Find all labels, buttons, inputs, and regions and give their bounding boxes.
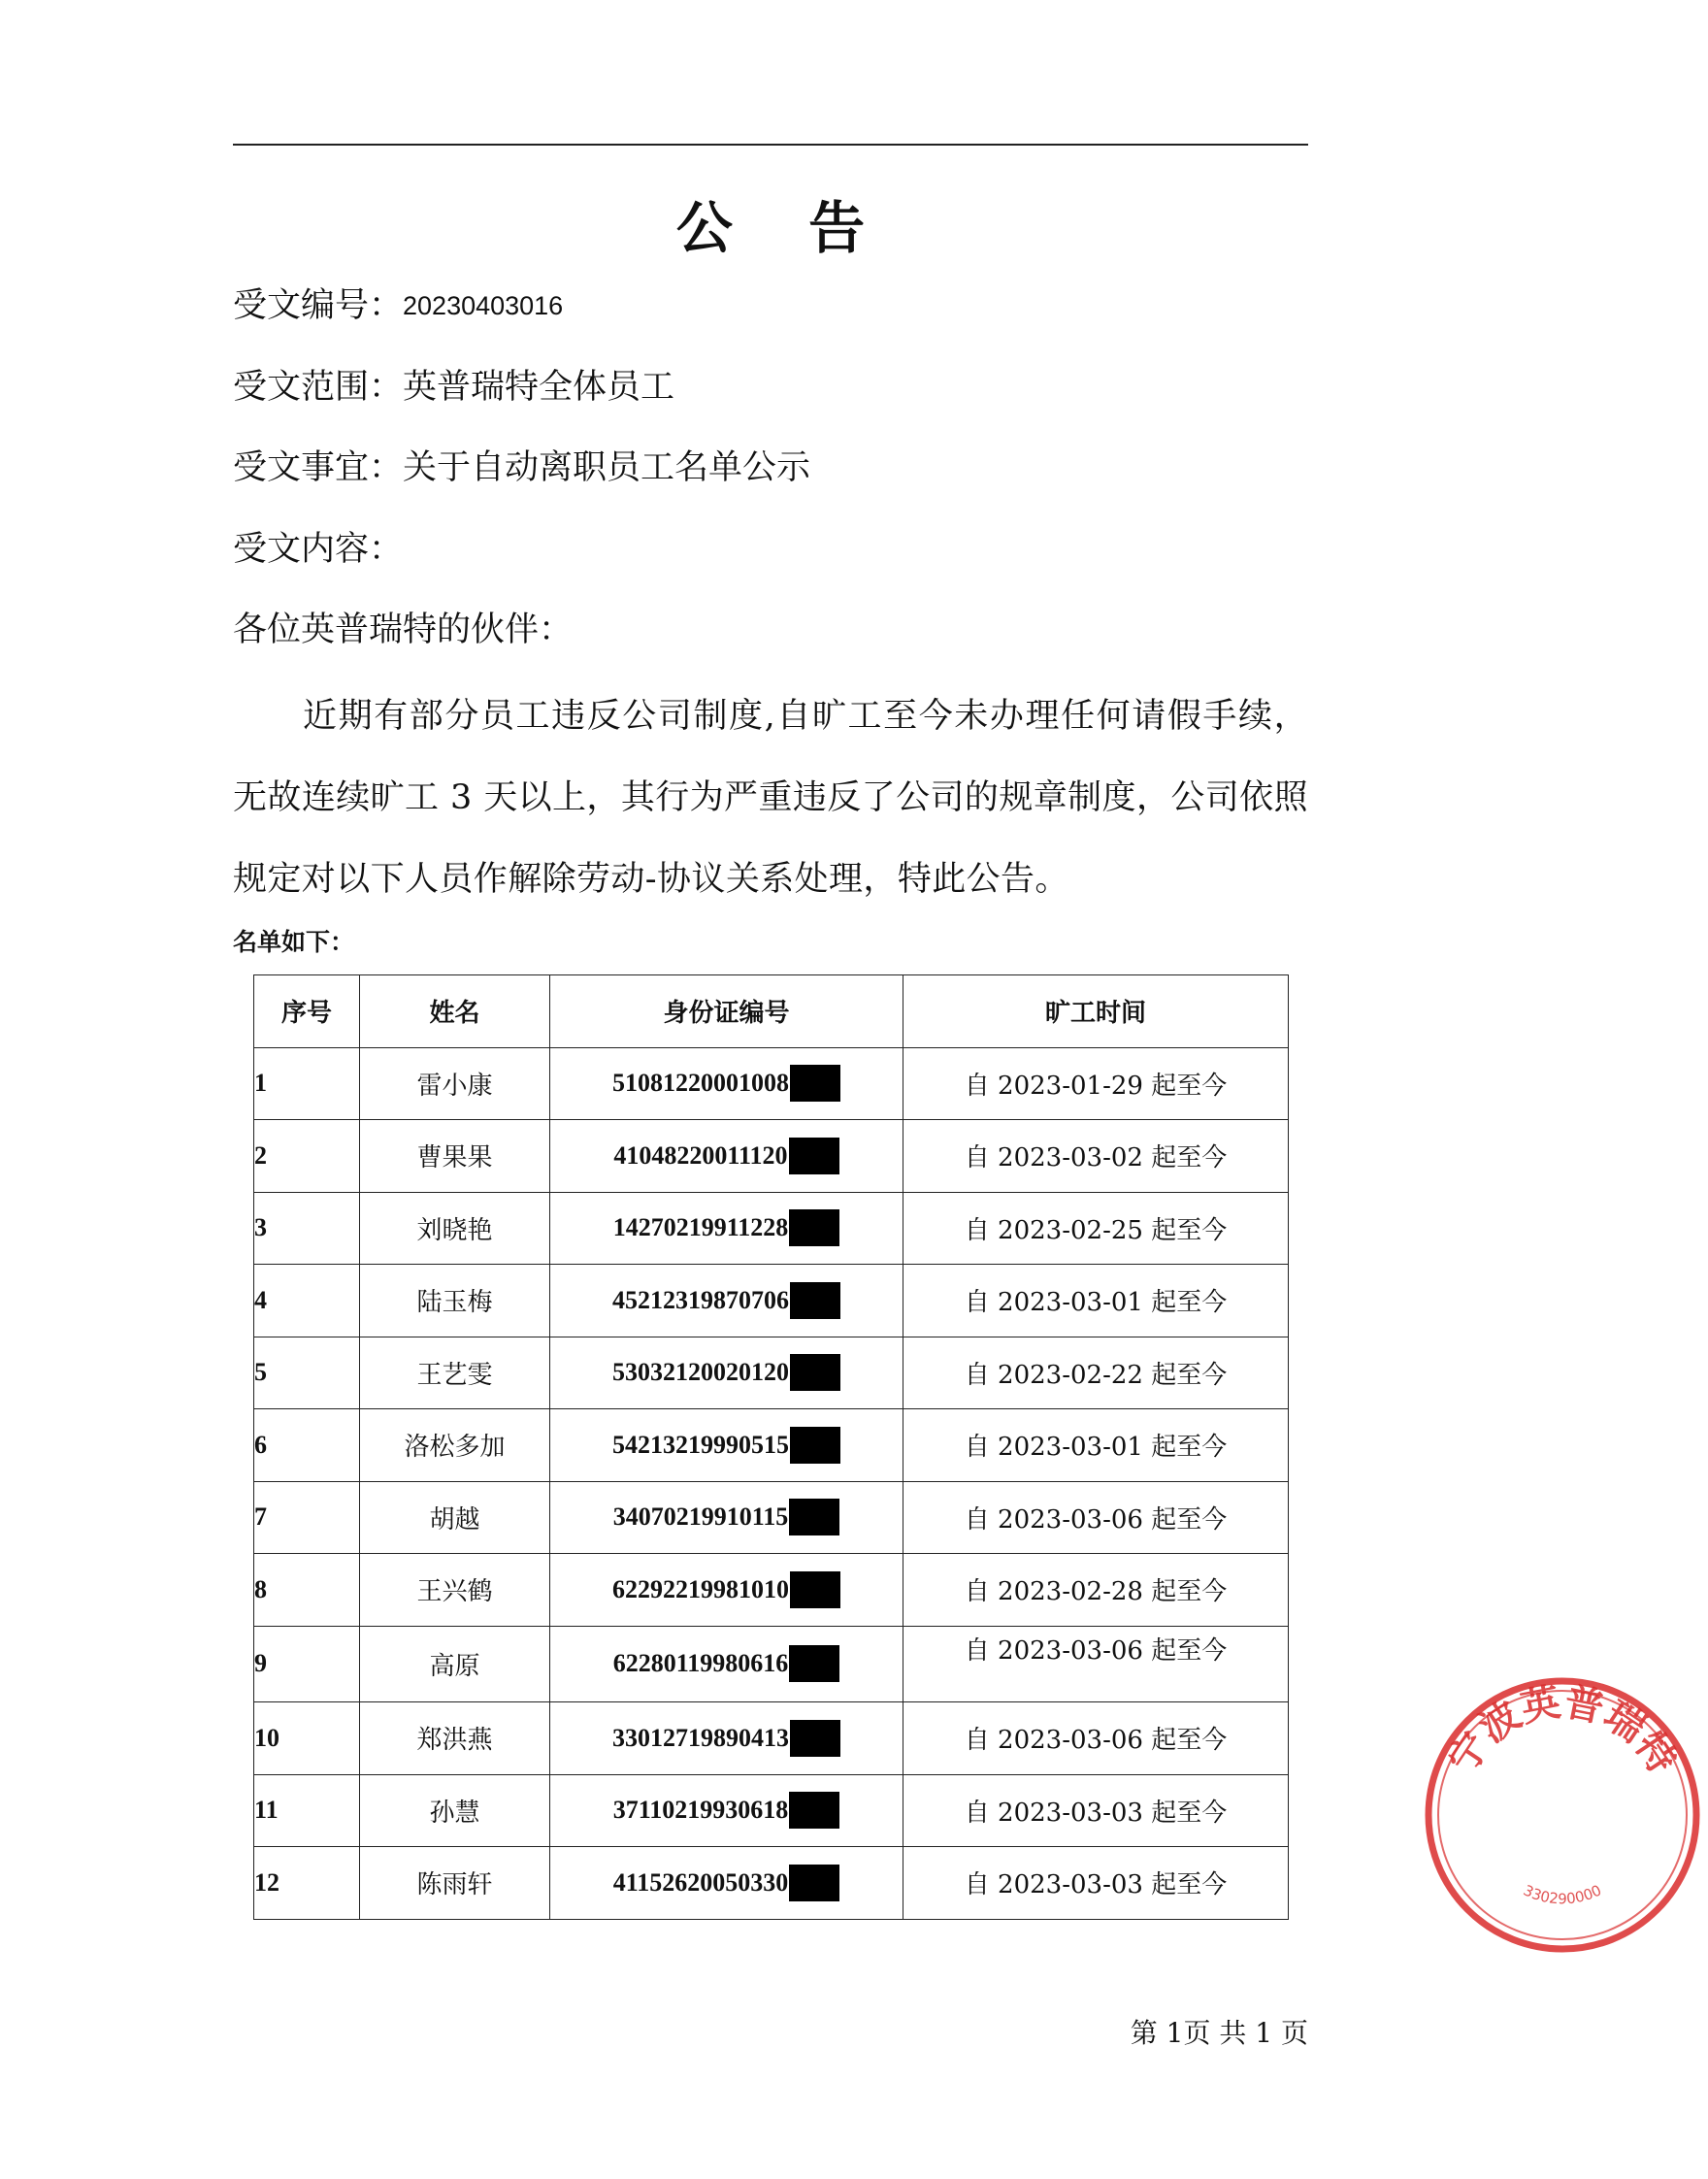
- cell-date: 自 2023-03-06 起至今: [903, 1702, 1289, 1775]
- cell-name: 王艺雯: [360, 1337, 550, 1409]
- redaction-block: [789, 1865, 839, 1901]
- redaction-block: [790, 1571, 840, 1608]
- cell-id: [550, 1554, 903, 1627]
- redaction-block: [790, 1282, 840, 1319]
- id-number: 14270219911228: [612, 1213, 789, 1242]
- cell-no: 12: [254, 1847, 360, 1920]
- cell-id: [550, 1047, 903, 1120]
- id-number: 33012719890413: [612, 1723, 789, 1752]
- field-label: 受文范围：: [233, 368, 404, 407]
- seal-number: 330290000: [1520, 1881, 1605, 1908]
- cell-date: 自 2023-03-02 起至今: [903, 1120, 1289, 1193]
- table-row: [254, 1337, 1289, 1409]
- id-number: 62292219981010: [612, 1574, 789, 1603]
- cell-no: 10: [254, 1702, 360, 1775]
- cell-date: 自 2023-02-28 起至今: [903, 1554, 1289, 1627]
- cell-id: [550, 1265, 903, 1337]
- cell-id: [550, 1626, 903, 1702]
- table-row: [254, 1554, 1289, 1627]
- cell-date: 自 2023-03-03 起至今: [903, 1774, 1289, 1847]
- cell-name: 雷小康: [360, 1047, 550, 1120]
- field-label: 受文编号：: [233, 286, 404, 325]
- redaction-block: [790, 1065, 840, 1102]
- header-id: 身份证编号: [550, 975, 903, 1048]
- cell-no: 7: [254, 1481, 360, 1554]
- greeting: 各位英普瑞特的伙伴：: [233, 611, 574, 649]
- cell-date: 自 2023-03-01 起至今: [903, 1265, 1289, 1337]
- field-document-number: [233, 282, 563, 329]
- cell-id: [550, 1192, 903, 1265]
- cell-name: 王兴鹤: [360, 1554, 550, 1627]
- cell-date: 自 2023-01-29 起至今: [903, 1047, 1289, 1120]
- id-number: 51081220001008: [612, 1069, 789, 1098]
- list-heading: 名单如下：: [233, 928, 355, 956]
- redaction-block: [789, 1645, 839, 1682]
- cell-name: 刘晓艳: [360, 1192, 550, 1265]
- id-number: 45212319870706: [612, 1285, 789, 1314]
- field-scope: [233, 364, 674, 411]
- cell-id: [550, 1337, 903, 1409]
- cell-date: 自 2023-03-01 起至今: [903, 1409, 1289, 1482]
- cell-date: 自 2023-03-06 起至今: [903, 1626, 1289, 1702]
- cell-date: 自 2023-03-03 起至今: [903, 1847, 1289, 1920]
- redaction-block: [789, 1209, 839, 1246]
- body-paragraph: 近期有部分员工违反公司制度,自旷工至今未办理任何请假手续，无故连续旷工 3 天以上，其行为严重违反了公司的规章制度，公司依照规定对以下人员作解除劳动-协议关系处理，特此公告。: [233, 697, 1308, 899]
- header-date: 旷工时间: [903, 975, 1289, 1048]
- table-row: [254, 1120, 1289, 1193]
- table-row: [254, 1481, 1289, 1554]
- cell-name: 曹果果: [360, 1120, 550, 1193]
- cell-name: 陈雨轩: [360, 1847, 550, 1920]
- table-row: [254, 1265, 1289, 1337]
- field-value: 英普瑞特全体员工: [403, 368, 675, 407]
- table-row: [254, 1047, 1289, 1120]
- cell-date: 自 2023-02-25 起至今: [903, 1192, 1289, 1265]
- cell-id: [550, 1481, 903, 1554]
- cell-date: 自 2023-02-22 起至今: [903, 1337, 1289, 1409]
- cell-no: 4: [254, 1265, 360, 1337]
- cell-date: 自 2023-03-06 起至今: [903, 1481, 1289, 1554]
- cell-no: 9: [254, 1626, 360, 1702]
- table-row: [254, 1702, 1289, 1775]
- table-row: [254, 1774, 1289, 1847]
- id-number: 41048220011120: [613, 1140, 788, 1170]
- field-content: [233, 526, 403, 573]
- header-no: 序号: [254, 975, 360, 1048]
- id-number: 54213219990515: [612, 1430, 789, 1459]
- company-seal: [1417, 1669, 1708, 1961]
- redaction-block: [789, 1138, 839, 1174]
- redaction-block: [790, 1427, 840, 1464]
- field-label: 受文事宜：: [233, 448, 404, 487]
- redaction-block: [790, 1720, 840, 1757]
- header-name: 姓名: [360, 975, 550, 1048]
- field-value: 关于自动离职员工名单公示: [403, 448, 811, 487]
- cell-no: 5: [254, 1337, 360, 1409]
- redaction-block: [789, 1792, 839, 1829]
- cell-no: 2: [254, 1120, 360, 1193]
- cell-name: 高原: [360, 1626, 550, 1702]
- header-rule: [233, 144, 1308, 146]
- cell-id: [550, 1774, 903, 1847]
- cell-no: 8: [254, 1554, 360, 1627]
- redaction-block: [789, 1499, 839, 1535]
- cell-name: 孙慧: [360, 1774, 550, 1847]
- id-number: 41152620050330: [612, 1867, 789, 1897]
- table-row: [254, 1409, 1289, 1482]
- cell-id: [550, 1409, 903, 1482]
- cell-name: 胡越: [360, 1481, 550, 1554]
- table-header-row: [254, 975, 1289, 1048]
- cell-name: 郑洪燕: [360, 1702, 550, 1775]
- table-body: [254, 1047, 1289, 1919]
- cell-name: 陆玉梅: [360, 1265, 550, 1337]
- table-row: [254, 1192, 1289, 1265]
- table-row: [254, 1626, 1289, 1702]
- id-number: 37110219930618: [612, 1796, 789, 1825]
- cell-id: [550, 1702, 903, 1775]
- id-number: 53032120020120: [612, 1358, 789, 1387]
- cell-id: [550, 1847, 903, 1920]
- cell-id: [550, 1120, 903, 1193]
- id-number: 34070219910115: [612, 1502, 789, 1532]
- cell-no: 3: [254, 1192, 360, 1265]
- field-value: 20230403016: [403, 291, 564, 320]
- table-row: [254, 1847, 1289, 1920]
- field-label: 受文内容：: [233, 530, 404, 569]
- id-number: 62280119980616: [612, 1649, 789, 1678]
- cell-no: 1: [254, 1047, 360, 1120]
- field-subject: [233, 445, 810, 491]
- redaction-block: [790, 1354, 840, 1391]
- employee-table: [253, 974, 1289, 1920]
- seal-name: 宁波英普瑞特: [1440, 1679, 1685, 1782]
- cell-no: 11: [254, 1774, 360, 1847]
- page-number: 第 1页 共 1 页: [1130, 2017, 1308, 2049]
- cell-name: 洛松多加: [360, 1409, 550, 1482]
- page-title: 公 告: [675, 195, 894, 261]
- cell-no: 6: [254, 1409, 360, 1482]
